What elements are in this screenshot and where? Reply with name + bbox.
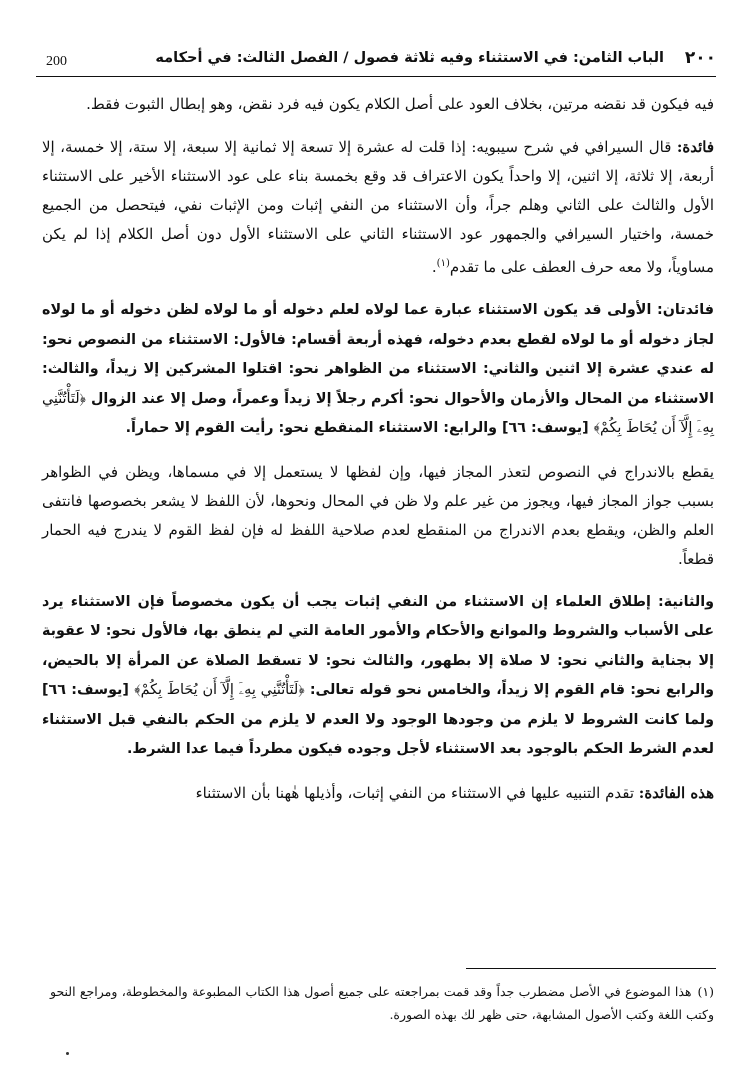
running-title: الباب الثامن: في الاستثناء وفيه ثلاثة فصول / الفصل الثالث: في أحكامه xyxy=(155,50,664,66)
footnote-reference[interactable]: (١) xyxy=(436,258,450,269)
page-number-latin: 200 xyxy=(46,54,67,69)
paragraph-faidatan xyxy=(42,296,714,444)
paragraph-text-continued: [يوسف: ٦٦] ولما كانت الشروط لا يلزم من وجودها الوجود ولا العدم لا يلزم من الحكم بالنفي قبل الاستثناء لعدم الشرط الحكم بالوجود بعد الاستثناء لأجل وجوده فيكون مطرداً فيما عدا الشرط. xyxy=(42,682,714,757)
page-number-arabic: ٢٠٠ xyxy=(684,48,716,68)
paragraph-continuation xyxy=(42,90,714,119)
header-rule xyxy=(36,76,716,77)
paragraph-text: فيه فيكون قد نقضه مرتين، بخلاف العود على أصل الكلام يكون فيه فرد نقض، وهو إبطال الثبوت فقط. xyxy=(86,95,714,113)
paragraph-thaniya xyxy=(42,588,714,765)
paragraph-indiraj xyxy=(42,458,714,574)
paragraph-lead: والثانية: xyxy=(658,593,714,610)
footnote-marker: (١) xyxy=(697,984,714,999)
paragraph-lead: فائدة: xyxy=(676,138,714,156)
paragraph-hadhihi xyxy=(42,779,714,808)
paragraph-text: يقطع بالاندراج في النصوص لتعذر المجاز فيها، وإن لفظها لا يستعمل إلا في مسماها، ويظن في الظواهر بسبب جواز المجاز فيها، ويجوز من غير علم ولا ظن في المحال ونحوها، لأن اللفظ لا يشعر بخصوصها فانتفى العلم والظن، ويقطع بعدم الاندراج من المنقطع لعدم صلاحية اللفظ له فإن لفظ القوم لا يندرج فيه الحمار قطعاً. xyxy=(42,462,714,568)
paragraph-text: إطلاق العلماء إن الاستثناء من النفي إثبات يجب أن يكون مخصوصاً فإن الاستثناء يرد على الأسباب والشروط والموانع والأحكام والأمور العامة التي لم ينطق بها، فالأول نحو: لا عقوبة إلا بجناية والثاني نحو: لا صلاة إلا بطهور، والثالث نحو: لا تسقط الصلاة عن المرأة إلا بالحيض، والرابع نحو: قام القوم إلا زيداً، والخامس نحو قوله تعالى: xyxy=(42,593,714,698)
footnote-separator xyxy=(466,968,716,969)
paragraph-tail: . xyxy=(431,258,437,276)
paragraph-lead: هذه الفائدة: xyxy=(638,783,714,802)
page-speck xyxy=(66,1052,69,1055)
footnote xyxy=(50,980,714,1026)
footnote-text: هذا الموضوع في الأصل مضطرب جداً وقد قمت بمراجعته على جميع أصول هذا الكتاب المطبوعة والمخطوطة، ومراجع النحو وكتب اللغة وكتب الأصول المشابهة، حتى ظهر لك بهذه الصورة. xyxy=(50,984,714,1022)
quran-verse: ﴿لَتَأْتُنَّنِي بِهِۦٓ إِلَّآ أَن يُحَاطَ بِكُمْ﴾ xyxy=(134,682,305,698)
paragraph-faida xyxy=(42,133,714,282)
paragraph-text: الأولى قد يكون الاستثناء عبارة عما لولاه لعلم دخوله أو ما لولاه لظن دخوله أو ما لولاه لجاز دخوله أو ما لولاه لقطع بعدم دخوله، فهذه أربعة أقسام: فالأول: الاستثناء من النصوص نحو: له عندي عشرة إلا اثنين والثاني: الاستثناء من الظواهر نحو: اقتلوا المشركين إلا زيداً، والثالث: الاستثناء من المحال والأزمان والأحوال نحو: أكرم رجلاً إلا زيداً وعمراً، وصل إلا عند الزوال xyxy=(42,302,714,407)
paragraph-text: تقدم التنبيه عليها في الاستثناء من النفي إثبات، وأذيلها هٰهنا بأن الاستثناء xyxy=(195,783,639,802)
quran-verse: ﴿لَتَأْتُنَّنِي بِهِۦٓ إِلَّآ أَن يُحَاطَ بِكُمْ﴾ xyxy=(42,390,714,436)
paragraph-text-continued: [يوسف: ٦٦] والرابع: الاستثناء المنقطع نحو: رأيت القوم إلا حماراً. xyxy=(125,420,594,436)
paragraph-lead: فائدتان: xyxy=(656,302,714,318)
running-header xyxy=(36,48,716,74)
paragraph-text: قال السيرافي في شرح سيبويه: إذا قلت له عشرة إلا تسعة إلا ثمانية إلا سبعة، إلا ستة، إلا خمسة، إلا أربعة، إلا ثلاثة، إلا اثنين، إلا واحداً يكون الاعتراف قد وقع بخمسة بناء على عود الاستثناء الأخير على الاستثناء الأول والثالث على الثاني وهلم جراً، وأن الاستثناء من النفي إثبات ومن الإثبات نفي، فيتحصل من الجميع خمسة، واختيار السيرافي والجمهور عود الاستثناء الثاني على الاستثناء الأول دون أصل الكلام إذا لم يكن مساوياً، ولا معه حرف العطف على ما تقدم xyxy=(42,138,714,276)
main-text xyxy=(42,90,714,822)
